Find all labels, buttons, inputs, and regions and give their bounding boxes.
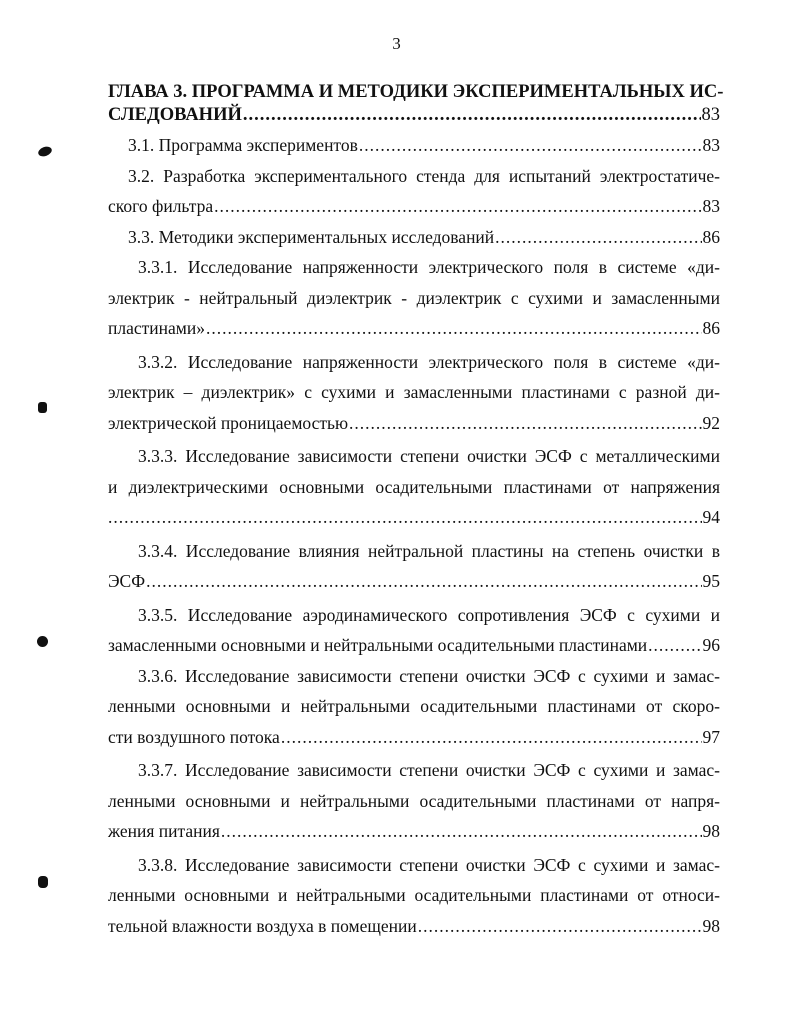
entry-title: жения питания [108,821,220,841]
page-ref: 86 [702,318,720,338]
entry-title: ского фильтра [108,196,214,216]
scan-mark [38,876,48,888]
toc-entry-3-3-1-line: электрик - нейтральный диэлектрик - диэлектрик с сухими и замасленными [108,287,720,308]
entry-title: 3.3. Методики экспериментальных исследований [128,226,495,247]
entry-title: замасленными основными и нейтральными осадительными пластинами [108,635,648,655]
toc-entry-3-3-5 [108,631,720,660]
page-ref: 94 [702,507,720,527]
entry-title: ЭСФ [108,571,146,591]
page-ref: 83 [702,135,720,155]
entry-title: сти воздушного потока [108,726,280,747]
toc-entry-3-3-3 [108,503,720,532]
page-ref: 98 [702,821,720,841]
toc-entry-3-3 [108,223,720,252]
dot-leader [214,192,701,221]
toc-entry-3-3-1 [108,314,720,343]
toc-entry-3-3-4 [108,567,720,596]
entry-title: пластинами» [108,318,205,338]
table-of-contents [108,78,724,940]
scan-mark [37,636,48,647]
page-ref: 86 [702,226,720,247]
toc-entry-3-3-1-line: 3.3.1. Исследование напряженности электрического поля в системе «ди- [138,257,720,277]
dot-leader [108,503,702,532]
toc-entry-3-3-2 [108,409,720,438]
dot-leader [648,631,701,660]
scan-mark [38,402,47,413]
page-ref: 96 [702,635,720,655]
dot-leader [206,314,702,343]
toc-entry-3-3-5-line: 3.3.5. Исследование аэродинамического сопротивления ЭСФ с сухими и [138,604,720,625]
toc-entry-3-3-2-line: 3.3.2. Исследование напряженности электрического поля в системе «ди- [138,351,720,372]
entry-title: тельной влажности воздуха в помещении [108,915,417,936]
toc-entry-3-3-3-line: 3.3.3. Исследование зависимости степени очистки ЭСФ с металлическими [138,446,720,466]
toc-entry-3-3-7-line: ленными основными и нейтральными осадительными пластинами от напря- [108,790,720,811]
page-ref: 97 [702,726,720,747]
toc-entry-3-3-8-line: 3.3.8. Исследование зависимости степени очистки ЭСФ с сухими и замас- [138,854,720,875]
dot-leader [146,567,701,596]
toc-entry-3-2-line: 3.2. Разработка экспериментального стенда для испытаний электростатиче- [128,165,720,186]
dot-leader [359,131,702,160]
entry-title: 3.1. Программа экспериментов [128,135,358,155]
toc-entry-3-3-6 [108,723,720,752]
chapter-title-line: ГЛАВА 3. ПРОГРАММА И МЕТОДИКИ ЭКСПЕРИМЕНТАЛЬНЫХ ИС- [108,82,724,102]
dot-leader [495,223,701,252]
toc-entry-3-3-2-line: электрик – диэлектрик» с сухими и замасленными пластинами с разной ди- [108,382,720,402]
page-number: 3 [392,34,401,53]
toc-entry-3-3-8 [108,912,720,941]
scan-mark [37,145,53,158]
toc-entry-3-3-7 [108,817,720,846]
toc-entry-3-3-4-line: 3.3.4. Исследование влияния нейтральной пластины на степень очистки в [138,540,720,561]
dot-leader [221,817,702,846]
page-ref: 83 [702,196,720,216]
dot-leader [418,912,702,941]
toc-entry-3-3-8-line: ленными основными и нейтральными осадительными пластинами от относи- [108,885,720,905]
toc-entry-3-2 [108,192,720,221]
dot-leader [349,409,701,438]
dot-leader [281,723,702,752]
toc-entry-3-3-6-line: 3.3.6. Исследование зависимости степени очистки ЭСФ с сухими и замас- [138,665,720,686]
toc-entry-3-3-6-line: ленными основными и нейтральными осадительными пластинами от скоро- [108,696,720,716]
chapter-title-end: СЛЕДОВАНИЙ [108,104,242,125]
toc-entry-3-3-3-line: и диэлектрическими основными осадительными пластинами от напряжения [108,476,720,497]
page-ref: 95 [702,571,720,591]
page-ref: 98 [702,915,720,936]
toc-entry-3-1 [108,131,720,160]
entry-title: электрической проницаемостью [108,412,349,433]
page-ref: 92 [702,412,720,433]
page-ref: 83 [701,104,720,125]
toc-entry-3-3-7-line: 3.3.7. Исследование зависимости степени очистки ЭСФ с сухими и замас- [138,760,720,780]
